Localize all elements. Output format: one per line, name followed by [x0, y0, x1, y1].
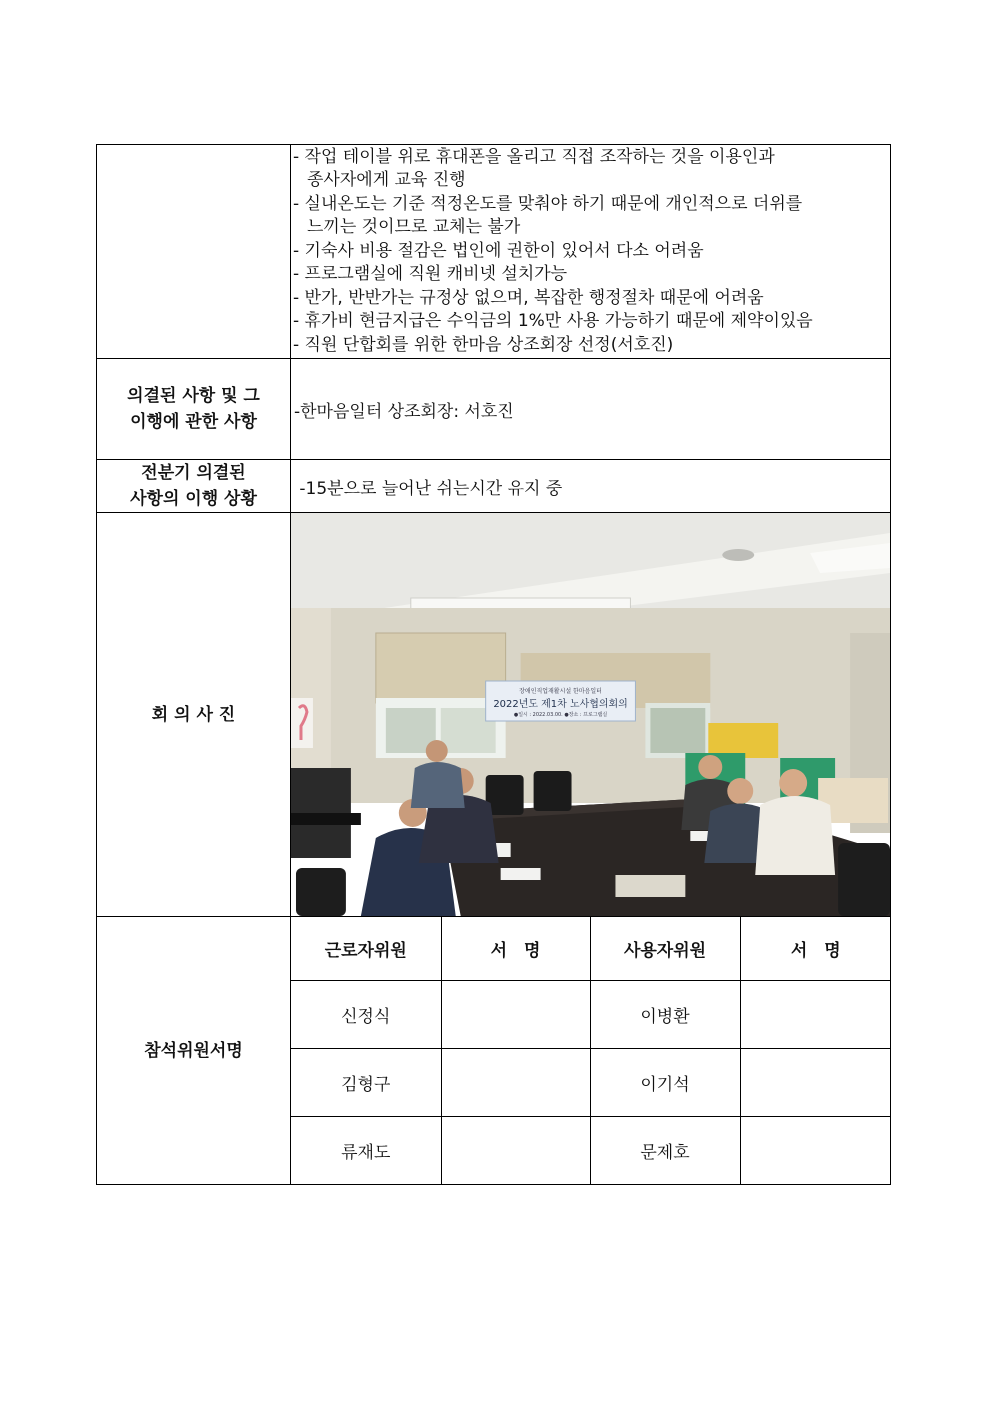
previous-label-line1: 전분기 의결된	[141, 463, 246, 483]
note-line: - 휴가비 현금지급은 수익금의 1%만 사용 가능하기 때문에 제약이있음	[293, 311, 813, 332]
signature-header-row	[291, 917, 891, 981]
resolved-row	[97, 359, 891, 460]
resolved-content: -한마음일터 상조회장: 서호진	[291, 359, 891, 460]
resolved-label-line2: 이행에 관한 사항	[130, 412, 257, 432]
signature-table	[291, 917, 891, 1184]
note-line: 종사자에게 교육 진행	[307, 170, 466, 191]
resolved-label-line1: 의결된 사항 및 그	[127, 386, 260, 406]
header-worker-member: 근로자위원	[291, 917, 441, 981]
employer-member-name: 이병환	[590, 981, 740, 1049]
signature-row	[291, 981, 891, 1049]
photo-row	[97, 513, 891, 917]
note-line: 느끼는 것이므로 교체는 불가	[307, 217, 521, 238]
previous-label	[97, 460, 291, 513]
photo-label: 회 의 사 진	[97, 513, 291, 917]
previous-row	[97, 460, 891, 513]
minutes-table	[96, 144, 891, 1185]
employer-member-name: 문제호	[590, 1117, 740, 1185]
banner-line1: 장애인직업재활시설 한마음일터	[519, 687, 602, 696]
note-line: - 작업 테이블 위로 휴대폰을 올리고 직접 조작하는 것을 이용인과	[293, 146, 775, 167]
worker-signature-box[interactable]	[441, 1049, 590, 1117]
minutes-table-frame	[96, 144, 890, 1173]
header-employer-member: 사용자위원	[590, 917, 740, 981]
note-line: - 반가, 반반가는 규정상 없으며, 복잡한 행정절차 때문에 어려움	[293, 287, 764, 308]
attendance-cell	[291, 917, 891, 1185]
attendance-row	[97, 917, 891, 1185]
worker-member-name: 류재도	[291, 1117, 441, 1185]
signature-row	[291, 1049, 891, 1117]
employer-signature-box[interactable]	[740, 1049, 891, 1117]
worker-member-name: 김형구	[291, 1049, 441, 1117]
discussion-notes-cell	[291, 145, 891, 359]
note-line: - 프로그램실에 직원 캐비넷 설치가능	[293, 264, 568, 285]
employer-signature-box[interactable]	[740, 1117, 891, 1185]
attendance-label: 참석위원서명	[97, 917, 291, 1185]
banner-line3: ●일시 : 2022.03.00. ●장소 : 프로그램실	[513, 711, 608, 719]
note-line: - 직원 단합회를 위한 한마음 상조회장 선정(서호진)	[293, 334, 674, 355]
note-line: - 실내온도는 기준 적정온도를 맞춰야 하기 때문에 개인적으로 더위를	[293, 193, 803, 214]
discussion-row	[97, 145, 891, 359]
resolved-label	[97, 359, 291, 460]
employer-signature-box[interactable]	[740, 981, 891, 1049]
header-signature: 서 명	[441, 917, 590, 981]
worker-signature-box[interactable]	[441, 981, 590, 1049]
worker-member-name: 신정식	[291, 981, 441, 1049]
meeting-photo	[291, 513, 890, 916]
employer-member-name: 이기석	[590, 1049, 740, 1117]
discussion-label-cell	[97, 145, 291, 359]
photo-cell	[291, 513, 891, 917]
signature-row	[291, 1117, 891, 1185]
worker-signature-box[interactable]	[441, 1117, 590, 1185]
header-signature: 서 명	[740, 917, 891, 981]
previous-label-line2: 사항의 이행 상황	[130, 489, 257, 509]
banner-title: 2022년도 제1차 노사협의회의	[493, 698, 628, 711]
previous-content: -15분으로 늘어난 쉬는시간 유지 중	[291, 460, 891, 513]
note-line: - 기숙사 비용 절감은 법인에 권한이 있어서 다소 어려움	[293, 240, 704, 261]
